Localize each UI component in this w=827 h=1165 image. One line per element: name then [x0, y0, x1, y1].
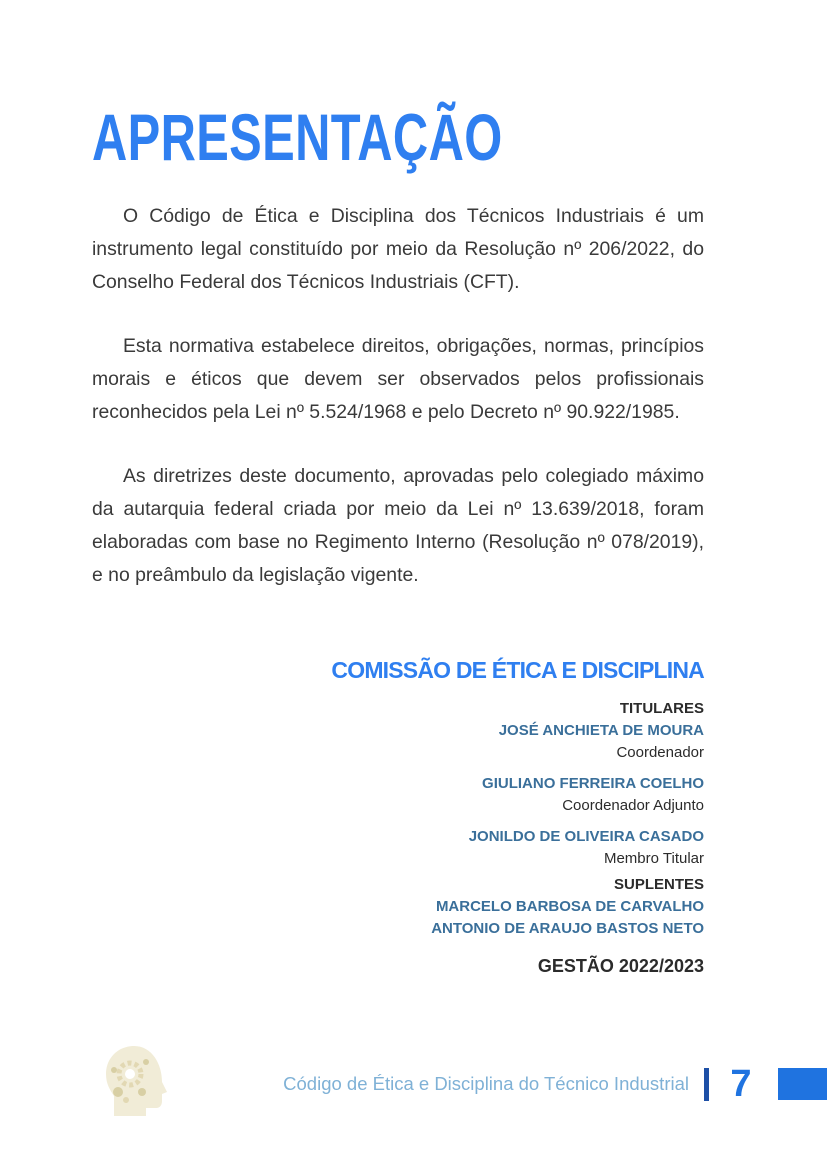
paragraph-3: As diretrizes deste documento, aprovadas pelo colegiado máximo da autarquia federal criada por meio da Lei nº 13.639/2018, foram elaboradas com base no Regimento Interno (Resolução nº 078/2019), e no preâmbulo da legislação vigente. — [92, 465, 704, 586]
paragraph-2: Esta normativa estabelece direitos, obrigações, normas, princípios morais e éticos que devem ser observados pelos profissionais reconhecidos pela Lei nº 5.524/1968 e pelo Decreto nº 90.922/1985. — [92, 335, 704, 423]
suplente-name: ANTONIO DE ARAUJO BASTOS NETO — [431, 920, 704, 937]
page-number: 7 — [730, 1063, 752, 1105]
footer-document-title: Código de Ética e Disciplina do Técnico Industrial — [283, 1073, 689, 1094]
body-text — [92, 200, 704, 623]
titulares-label: TITULARES — [619, 700, 704, 717]
member-role: Coordenador — [616, 744, 704, 761]
member-role: Membro Titular — [603, 850, 704, 867]
member-entry — [204, 826, 704, 870]
member-entry — [204, 720, 704, 764]
page-title: APRESENTAÇÃO — [92, 100, 503, 174]
member-entry — [204, 773, 704, 817]
committee-section — [204, 656, 704, 978]
footer-divider — [704, 1068, 709, 1101]
member-name: GIULIANO FERREIRA COELHO — [482, 775, 704, 792]
member-role: Coordenador Adjunto — [562, 797, 704, 814]
committee-title: COMISSÃO DE ÉTICA E DISCIPLINA — [331, 657, 704, 683]
gestao-label: GESTÃO 2022/2023 — [537, 956, 704, 976]
paragraph-1: O Código de Ética e Disciplina dos Técnicos Industriais é um instrumento legal constituído por meio da Resolução nº 206/2022, do Conselho Federal dos Técnicos Industriais (CFT). — [92, 205, 704, 293]
head-gears-icon — [100, 1040, 172, 1120]
suplente-name: MARCELO BARBOSA DE CARVALHO — [435, 898, 704, 915]
footer-accent-block — [778, 1068, 827, 1100]
member-name: JOSÉ ANCHIETA DE MOURA — [498, 722, 704, 739]
suplentes-label: SUPLENTES — [613, 876, 704, 893]
member-name: JONILDO DE OLIVEIRA CASADO — [468, 828, 704, 845]
